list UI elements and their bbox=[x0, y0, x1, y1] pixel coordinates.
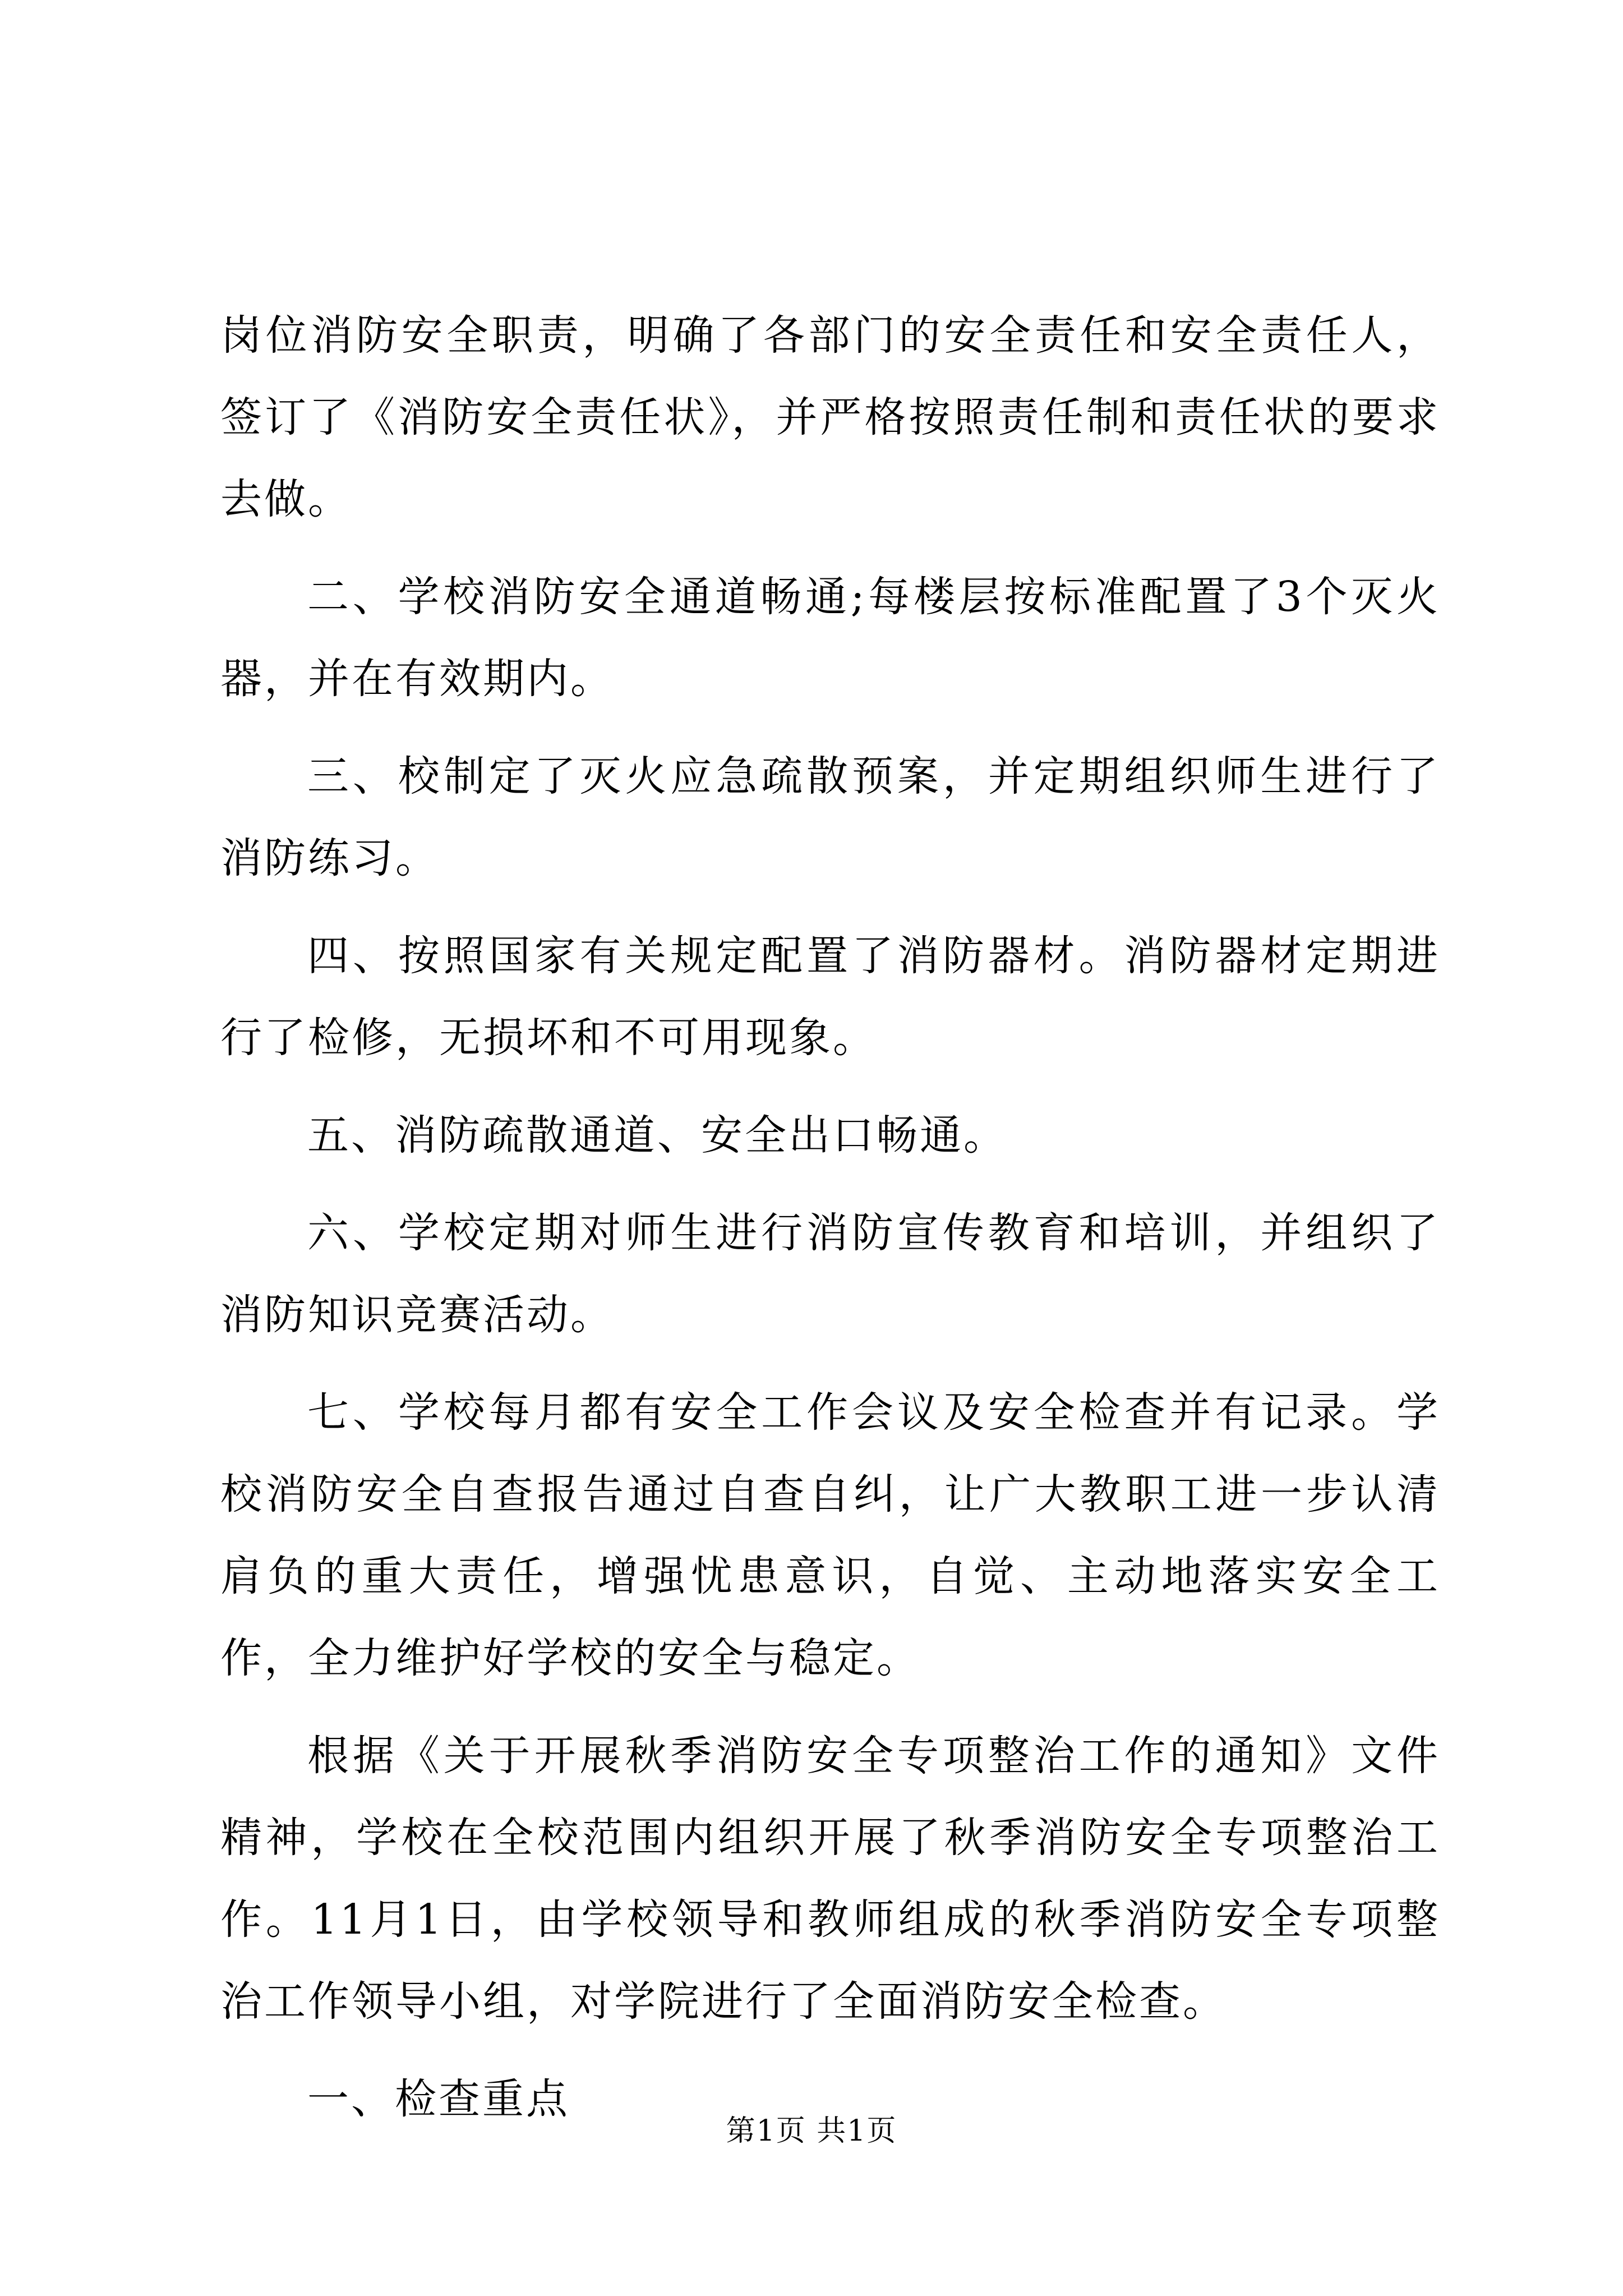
page-footer: 第1页 共1页 bbox=[726, 2114, 897, 2148]
section-heading-inspection-focus: 一、检查重点 bbox=[307, 2075, 570, 2123]
paragraph-item-4: 四、按照国家有关规定配置了消防器材。消防器材定期进行了检修，无损坏和不可用现象。 bbox=[220, 932, 1440, 1062]
paragraph-item-2: 二、学校消防安全通道畅通;每楼层按标准配置了3个灭火器，并在有效期内。 bbox=[220, 573, 1440, 703]
paragraph-item-3: 三、校制定了灭火应急疏散预案，并定期组织师生进行了消防练习。 bbox=[220, 752, 1440, 882]
document-body bbox=[220, 295, 1440, 2156]
paragraph-item-7: 七、学校每月都有安全工作会议及安全检查并有记录。学校消防安全自查报告通过自查自纠，让广大教职工进一步认清肩负的重大责任，增强忧患意识，自觉、主动地落实安全工作，全力维护好学校的安全与稳定。 bbox=[220, 1388, 1440, 1682]
paragraph-item-6: 六、学校定期对师生进行消防宣传教育和培训，并组织了消防知识竞赛活动。 bbox=[220, 1209, 1440, 1339]
paragraph-item-5: 五、消防疏散通道、安全出口畅通。 bbox=[307, 1111, 1007, 1159]
paragraph-responsibility: 岗位消防安全职责，明确了各部门的安全责任和安全责任人，签订了《消防安全责任状》，并严格按照责任制和责任状的要求去做。 bbox=[220, 311, 1440, 523]
paragraph-autumn-campaign: 根据《关于开展秋季消防安全专项整治工作的通知》文件精神，学校在全校范围内组织开展了秋季消防安全专项整治工作。11月1日，由学校领导和教师组成的秋季消防安全专项整治工作领导小组，对学院进行了全面消防安全检查。 bbox=[220, 1732, 1440, 2026]
